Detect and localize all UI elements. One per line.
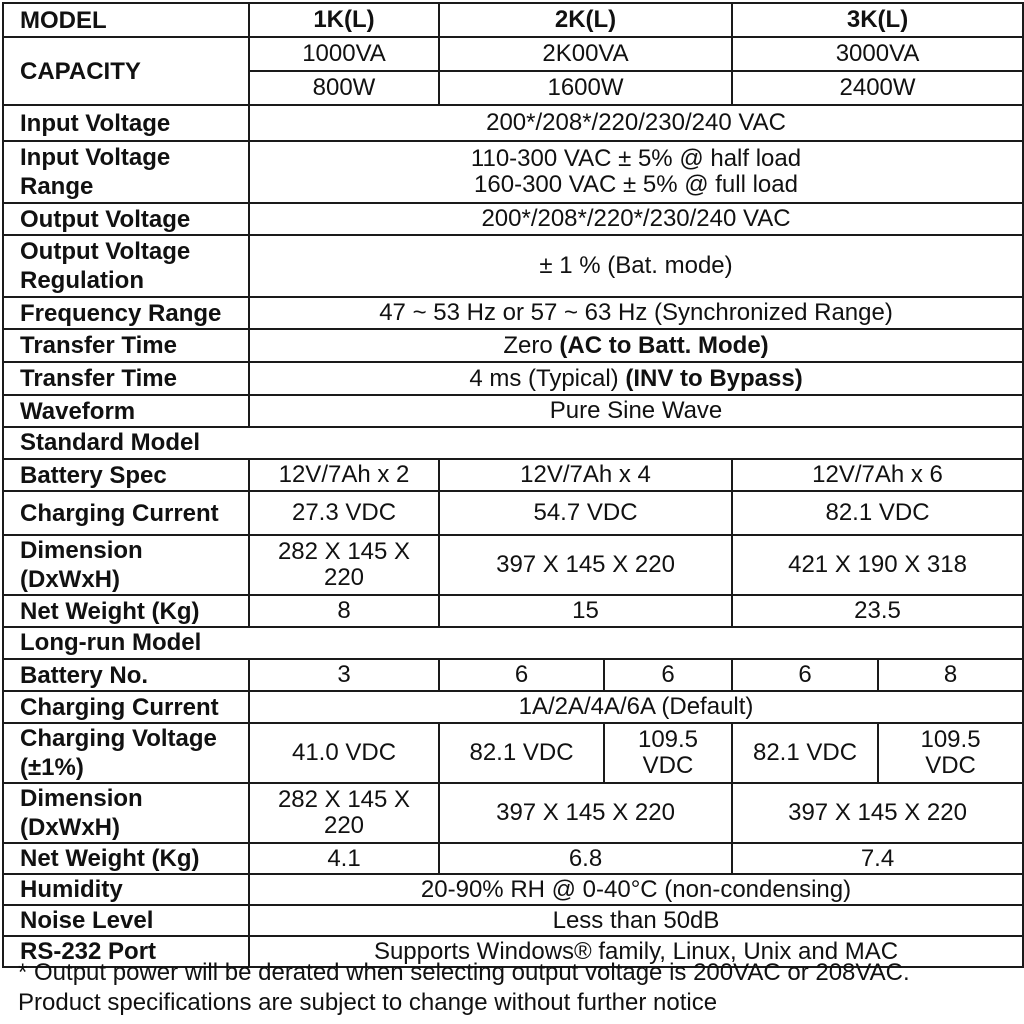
transfer-time-2-label: Transfer Time bbox=[3, 362, 249, 395]
input-voltage-range-label-2: Range bbox=[20, 173, 94, 200]
std-net-weight-2k: 15 bbox=[439, 595, 732, 627]
std-net-weight-1k: 8 bbox=[249, 595, 439, 627]
lr-battery-no-3k-a: 6 bbox=[732, 659, 878, 691]
row-lr-battery-no bbox=[3, 659, 1023, 691]
row-long-run-model bbox=[3, 627, 1023, 659]
waveform-value: Pure Sine Wave bbox=[249, 395, 1023, 427]
std-dimension-3k: 421 X 190 X 318 bbox=[732, 535, 1023, 595]
model-3k-header: 3K(L) bbox=[732, 3, 1023, 37]
lr-dimension-3k: 397 X 145 X 220 bbox=[732, 783, 1023, 843]
footnotes bbox=[18, 958, 1018, 1018]
std-dimension-1k bbox=[249, 535, 439, 595]
std-charging-current-3k: 82.1 VDC bbox=[732, 491, 1023, 535]
lr-charging-voltage-3k-b-line-1: 109.5 bbox=[920, 726, 981, 753]
standard-model-heading: Standard Model bbox=[3, 427, 1023, 459]
lr-charging-voltage-2k-b-line-1: 109.5 bbox=[637, 726, 699, 753]
std-dimension-label bbox=[3, 535, 249, 595]
input-voltage-range-label bbox=[3, 141, 249, 203]
std-battery-spec-label: Battery Spec bbox=[3, 459, 249, 491]
row-lr-net-weight bbox=[3, 843, 1023, 874]
row-humidity bbox=[3, 874, 1023, 905]
waveform-label: Waveform bbox=[3, 395, 249, 427]
row-std-net-weight bbox=[3, 595, 1023, 627]
rs232-value: Supports Windows® family, Linux, Unix and MAC bbox=[249, 936, 1023, 967]
lr-net-weight-2k: 6.8 bbox=[439, 843, 732, 874]
input-voltage-label: Input Voltage bbox=[3, 105, 249, 141]
transfer-time-1-plain: Zero bbox=[503, 331, 553, 359]
long-run-model-heading: Long-run Model bbox=[3, 627, 1023, 659]
output-voltage-regulation-label-1: Output Voltage bbox=[20, 238, 191, 265]
output-voltage-value: 200*/208*/220*/230/240 VAC bbox=[249, 203, 1023, 235]
output-voltage-regulation-value: ± 1 % (Bat. mode) bbox=[249, 235, 1023, 297]
std-dimension-label-2: (DxWxH) bbox=[20, 566, 120, 593]
input-voltage-range-half-load: 110-300 VAC ± 5% @ half load bbox=[470, 145, 802, 172]
rs232-label: RS-232 Port bbox=[3, 936, 249, 967]
humidity-value: 20-90% RH @ 0-40°C (non-condensing) bbox=[249, 874, 1023, 905]
input-voltage-range-label-1: Input Voltage bbox=[20, 144, 171, 171]
row-noise-level bbox=[3, 905, 1023, 936]
lr-dimension-1k-line-2: 220 bbox=[323, 812, 365, 839]
std-battery-spec-2k: 12V/7Ah x 4 bbox=[439, 459, 732, 491]
lr-charging-voltage-label bbox=[3, 723, 249, 783]
capacity-va-1k: 1000VA bbox=[249, 37, 439, 71]
model-label: MODEL bbox=[3, 3, 249, 37]
row-lr-charging-voltage bbox=[3, 723, 1023, 783]
lr-battery-no-1k: 3 bbox=[249, 659, 439, 691]
row-output-voltage-regulation bbox=[3, 235, 1023, 297]
std-charging-current-1k: 27.3 VDC bbox=[249, 491, 439, 535]
footnote-disclaimer: Product specifications are subject to change without further notice bbox=[18, 989, 718, 1016]
transfer-time-2-value bbox=[249, 362, 1023, 395]
row-input-voltage-range bbox=[3, 141, 1023, 203]
humidity-label: Humidity bbox=[3, 874, 249, 905]
row-output-voltage bbox=[3, 203, 1023, 235]
lr-charging-voltage-3k-b bbox=[878, 723, 1023, 783]
std-dimension-1k-line-1: 282 X 145 X bbox=[277, 538, 411, 565]
row-std-charging-current bbox=[3, 491, 1023, 535]
transfer-time-1-value bbox=[249, 329, 1023, 362]
lr-charging-voltage-2k-b bbox=[604, 723, 732, 783]
lr-charging-voltage-2k-a: 82.1 VDC bbox=[439, 723, 604, 783]
row-lr-charging-current bbox=[3, 691, 1023, 723]
std-net-weight-3k: 23.5 bbox=[732, 595, 1023, 627]
lr-charging-voltage-3k-a: 82.1 VDC bbox=[732, 723, 878, 783]
row-input-voltage bbox=[3, 105, 1023, 141]
std-battery-spec-3k: 12V/7Ah x 6 bbox=[732, 459, 1023, 491]
lr-charging-voltage-label-2: (±1%) bbox=[20, 754, 84, 781]
lr-charging-voltage-2k-b-line-2: VDC bbox=[642, 752, 694, 779]
lr-dimension-label-1: Dimension bbox=[20, 785, 143, 812]
lr-net-weight-label: Net Weight (Kg) bbox=[3, 843, 249, 874]
row-std-battery-spec bbox=[3, 459, 1023, 491]
lr-battery-no-2k-a: 6 bbox=[439, 659, 604, 691]
std-net-weight-label: Net Weight (Kg) bbox=[3, 595, 249, 627]
capacity-w-2k: 1600W bbox=[439, 71, 732, 105]
row-frequency-range bbox=[3, 297, 1023, 329]
input-voltage-range-value bbox=[249, 141, 1023, 203]
row-transfer-time-1 bbox=[3, 329, 1023, 362]
lr-charging-voltage-3k-b-line-2: VDC bbox=[925, 752, 976, 779]
noise-level-value: Less than 50dB bbox=[249, 905, 1023, 936]
lr-charging-voltage-label-1: Charging Voltage bbox=[20, 725, 217, 752]
lr-dimension-1k-line-1: 282 X 145 X bbox=[277, 786, 411, 813]
transfer-time-1-label: Transfer Time bbox=[3, 329, 249, 362]
lr-dimension-2k: 397 X 145 X 220 bbox=[439, 783, 732, 843]
spec-table bbox=[2, 2, 1024, 968]
capacity-w-1k: 800W bbox=[249, 71, 439, 105]
capacity-w-3k: 2400W bbox=[732, 71, 1023, 105]
lr-charging-current-value: 1A/2A/4A/6A (Default) bbox=[249, 691, 1023, 723]
output-voltage-regulation-label bbox=[3, 235, 249, 297]
lr-dimension-1k bbox=[249, 783, 439, 843]
row-transfer-time-2 bbox=[3, 362, 1023, 395]
row-standard-model bbox=[3, 427, 1023, 459]
frequency-range-label: Frequency Range bbox=[3, 297, 249, 329]
lr-net-weight-3k: 7.4 bbox=[732, 843, 1023, 874]
transfer-time-2-bold: (INV to Bypass) bbox=[625, 364, 803, 392]
row-model bbox=[3, 3, 1023, 37]
transfer-time-1-bold: (AC to Batt. Mode) bbox=[559, 331, 769, 359]
row-lr-dimension bbox=[3, 783, 1023, 843]
output-voltage-label: Output Voltage bbox=[3, 203, 249, 235]
std-battery-spec-1k: 12V/7Ah x 2 bbox=[249, 459, 439, 491]
row-std-dimension bbox=[3, 535, 1023, 595]
lr-battery-no-3k-b: 8 bbox=[878, 659, 1023, 691]
model-1k-header: 1K(L) bbox=[249, 3, 439, 37]
lr-dimension-label-2: (DxWxH) bbox=[20, 814, 120, 841]
noise-level-label: Noise Level bbox=[3, 905, 249, 936]
lr-dimension-label bbox=[3, 783, 249, 843]
std-charging-current-2k: 54.7 VDC bbox=[439, 491, 732, 535]
capacity-va-2k: 2K00VA bbox=[439, 37, 732, 71]
model-2k-header: 2K(L) bbox=[439, 3, 732, 37]
footnote-derating: * Output power will be derated when selecting output voltage is 200VAC or 208VAC. bbox=[18, 959, 910, 986]
std-dimension-1k-line-2: 220 bbox=[323, 564, 365, 591]
input-voltage-range-full-load: 160-300 VAC ± 5% @ full load bbox=[474, 171, 798, 198]
lr-charging-voltage-1k: 41.0 VDC bbox=[249, 723, 439, 783]
output-voltage-regulation-label-2: Regulation bbox=[20, 267, 144, 294]
capacity-va-3k: 3000VA bbox=[732, 37, 1023, 71]
lr-battery-no-label: Battery No. bbox=[3, 659, 249, 691]
transfer-time-2-plain: 4 ms (Typical) bbox=[469, 364, 619, 392]
std-charging-current-label: Charging Current bbox=[3, 491, 249, 535]
frequency-range-value: 47 ~ 53 Hz or 57 ~ 63 Hz (Synchronized Range) bbox=[249, 297, 1023, 329]
lr-battery-no-2k-b: 6 bbox=[604, 659, 732, 691]
row-waveform bbox=[3, 395, 1023, 427]
std-dimension-label-1: Dimension bbox=[20, 537, 143, 564]
capacity-label: CAPACITY bbox=[3, 37, 249, 105]
lr-charging-current-label: Charging Current bbox=[3, 691, 249, 723]
std-dimension-2k: 397 X 145 X 220 bbox=[439, 535, 732, 595]
input-voltage-value: 200*/208*/220/230/240 VAC bbox=[249, 105, 1023, 141]
row-capacity-va bbox=[3, 37, 1023, 71]
lr-net-weight-1k: 4.1 bbox=[249, 843, 439, 874]
